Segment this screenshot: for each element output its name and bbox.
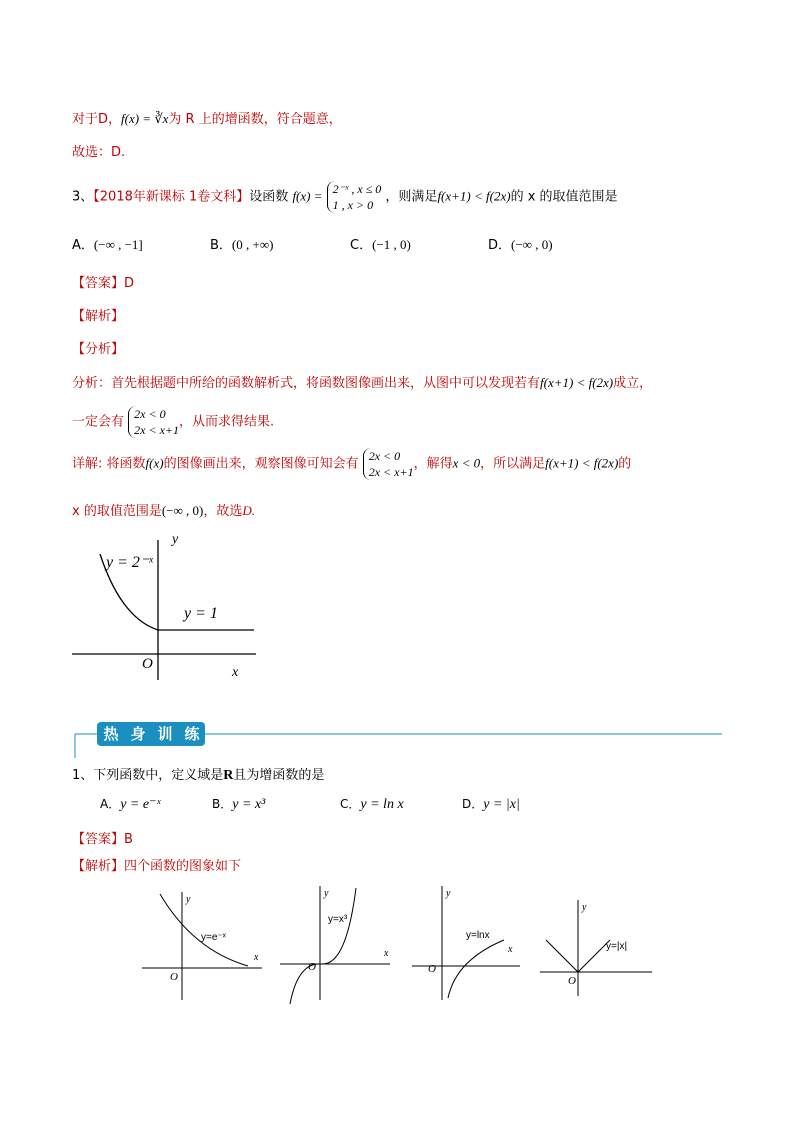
graph-abs (534, 892, 658, 1002)
q3-answer: 【答案】D (72, 276, 135, 291)
line1-func: f(x) = ∛x (121, 111, 169, 126)
curve-label: y=x³ (328, 914, 348, 925)
option-value: y = x³ (232, 797, 266, 812)
origin-label: O (142, 656, 153, 672)
option-value: (0 , +∞) (231, 237, 274, 252)
q3-func: f(x) = (292, 188, 323, 204)
detail-b: 的图像画出来，观察图像可知会有 (163, 456, 359, 472)
detail-2b: (−∞ , 0) (161, 503, 204, 518)
q3-option-a[interactable] (72, 234, 143, 253)
detail-g: 的 (618, 456, 632, 472)
x-label: x (384, 948, 389, 959)
q1-stem: 下列函数中，定义域是 (93, 768, 224, 783)
heading-char-3: 训 (157, 725, 173, 743)
graph-ln (408, 880, 528, 1010)
origin-label: O (308, 961, 316, 973)
curve-label: y=e⁻ˣ (201, 932, 226, 943)
curve (448, 940, 504, 998)
q3-detail-line1 (72, 448, 631, 480)
option-value: y = e⁻ˣ (120, 797, 161, 812)
q3-analysis-line1 (72, 372, 652, 391)
origin-label: O (170, 971, 178, 983)
line1-suffix: 为 R 上的增函数，符合题意， (168, 112, 342, 127)
detail-d: x < 0 (452, 455, 481, 471)
q3-number: 3、 (72, 189, 94, 205)
q1-option-c[interactable] (340, 795, 404, 813)
heading-char-4: 练 (184, 725, 200, 743)
option-value: (−1 , 0) (372, 237, 411, 252)
curve-label: y=lnx (466, 930, 490, 941)
q3-stem-c: 的 x 的取值范围是 (510, 189, 618, 205)
q1-option-a[interactable] (100, 795, 160, 813)
q3-option-b[interactable] (210, 234, 273, 253)
detail-a: 详解: 将函数 (72, 456, 146, 472)
detail-2d: D. (242, 503, 255, 518)
option-label: D． (462, 797, 484, 811)
y-label: y (172, 532, 179, 547)
text-line-choose: 故选：D. (72, 145, 126, 160)
option-value: y = ln x (360, 797, 404, 812)
q3-option-d[interactable] (488, 234, 553, 253)
y-label: y (446, 888, 451, 899)
heading-char-2: 身 (130, 725, 146, 743)
option-label: C． (340, 797, 361, 811)
graph-exp-decay (138, 880, 268, 1010)
q3-stem-a: 设函数 (249, 189, 289, 205)
analysis-2-b: ，从而求得结果. (179, 414, 275, 430)
option-value: y = |x| (483, 797, 520, 812)
analysis-text-a: 分析：首先根据题中所给的函数解析式，将函数图像画出来，从图中可以发现若有 (72, 376, 541, 391)
q3-fenxi: 【分析】 (72, 342, 125, 357)
detail-system-row2: 2x < x+1 (368, 465, 414, 479)
curve-label: y=|x| (606, 941, 628, 952)
x-label: x (508, 944, 513, 955)
q3-detail-line2 (72, 500, 255, 519)
y-label: y (186, 894, 191, 905)
x-label: x (232, 665, 239, 680)
heading-char-1: 热 (103, 725, 119, 743)
q3-jiexi: 【解析】 (72, 309, 125, 324)
q3-option-c[interactable] (350, 234, 411, 253)
graph-cubic (276, 880, 406, 1010)
detail-ineq: f(x+1) < f(2x) (545, 455, 619, 471)
option-label: A． (100, 797, 121, 811)
q3-case2: 1 , x > 0 (332, 198, 374, 212)
option-label: B． (212, 797, 233, 811)
label-exp: y = 2⁻ˣ (106, 554, 153, 571)
q3-case1: 2⁻ˣ , x ≤ 0 (332, 182, 382, 196)
option-value: (−∞ , −1] (93, 237, 143, 252)
detail-2a: x 的取值范围是 (72, 504, 162, 519)
q3-analysis-line2 (72, 406, 274, 438)
detail-c: ，解得 (413, 456, 453, 472)
option-label: D． (488, 238, 512, 253)
q1-jiexi (72, 855, 241, 874)
curve (160, 894, 248, 966)
q3-source: 【2018年新课标 1卷文科】 (93, 189, 250, 205)
y-label: y (582, 902, 587, 913)
q1-number: 1、 (72, 768, 94, 783)
system-row1: 2x < 0 (134, 407, 166, 421)
q1-answer: 【答案】B (72, 832, 133, 847)
q1-option-d[interactable] (462, 795, 520, 813)
question-1-stem (72, 764, 324, 784)
origin-label: O (428, 963, 436, 975)
y-label: y (324, 888, 329, 899)
q1-R: R (223, 768, 234, 783)
detail-system-row1: 2x < 0 (368, 449, 401, 463)
detail-2c: ，故选 (203, 504, 243, 519)
x-label: x (254, 952, 259, 963)
q1-jiexi-text: 【解析】四个函数的图象如下 (72, 859, 242, 874)
analysis-text-c: 成立， (613, 376, 653, 391)
q3-piecewise (327, 181, 382, 213)
origin-label: O (568, 975, 576, 987)
graph-piecewise (66, 530, 266, 690)
label-one: y = 1 (184, 605, 218, 622)
text-line-d (72, 108, 342, 127)
detail-system (363, 448, 414, 480)
detail-f: f(x) (145, 455, 164, 471)
detail-e: ，所以满足 (480, 456, 546, 472)
system-row2: 2x < x+1 (134, 423, 180, 437)
option-label: B． (210, 238, 232, 253)
question-3-stem (72, 181, 618, 213)
option-label: C． (350, 238, 373, 253)
analysis-2-a: 一定会有 (72, 414, 125, 430)
q3-ineq: f(x+1) < f(2x) (437, 188, 511, 204)
option-label: A． (72, 238, 94, 253)
q1-option-b[interactable] (212, 795, 265, 813)
curve (290, 888, 356, 1004)
q1-stem-b: 且为增函数的是 (233, 768, 325, 783)
line1-prefix: 对于D， (72, 112, 122, 127)
option-value: (−∞ , 0) (511, 237, 553, 252)
analysis-system (128, 406, 179, 438)
section-heading (97, 722, 205, 746)
q3-stem-b: ，则满足 (385, 189, 438, 205)
analysis-ineq: f(x+1) < f(2x) (540, 375, 614, 390)
